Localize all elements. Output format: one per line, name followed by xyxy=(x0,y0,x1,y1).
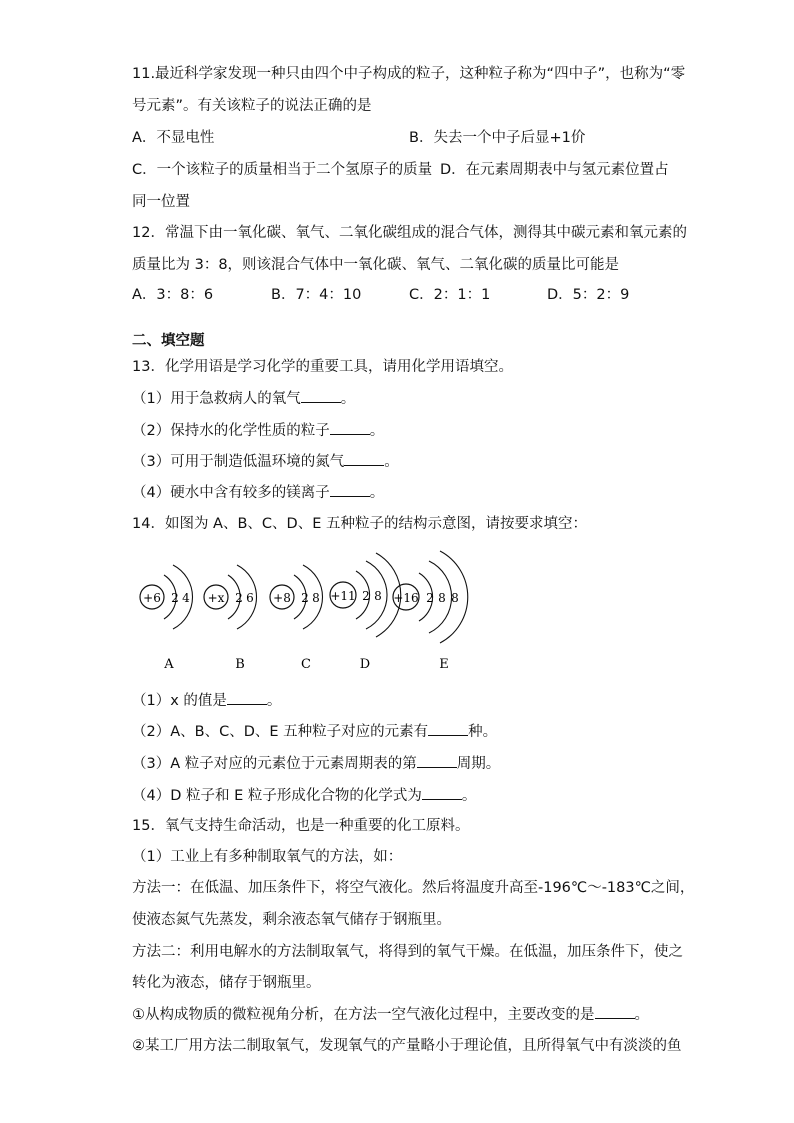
nucleus-charge: +8 xyxy=(273,591,291,605)
shell-electrons: 2 xyxy=(362,589,370,603)
answer-blank[interactable] xyxy=(595,1004,635,1019)
q15-method2-line2: 转化为液态，储存于钢瓶里。 xyxy=(132,975,321,991)
shell-electrons: 2 xyxy=(301,591,309,605)
q12-option-d: D．5：2：9 xyxy=(547,287,630,303)
atom-label-c: C xyxy=(301,657,311,672)
q15-method2-line1: 方法二：利用电解水的方法制取氧气，将得到的氧气干燥。在低温，加压条件下，使之 xyxy=(132,944,683,960)
q11-option-d-cont: 同一位置 xyxy=(132,194,190,210)
q14-part2-end: 种。 xyxy=(468,724,498,740)
atom-structure-diagrams xyxy=(132,545,492,680)
q15-stem: 15．氧气支持生命活动，也是一种重要的化工原料。 xyxy=(132,818,470,834)
q14-part1-text: （1）x 的值是 xyxy=(132,693,227,709)
section-heading: 二、填空题 xyxy=(132,333,205,349)
q11-stem-line1: 11.最近科学家发现一种只由四个中子构成的粒子，这种粒子称为“四中子”，也称为“零 xyxy=(132,66,686,82)
nucleus-charge: +6 xyxy=(143,591,161,605)
nucleus-charge: +11 xyxy=(330,589,356,603)
q14-stem: 14．如图为 A、B、C、D、E 五种粒子的结构示意图，请按要求填空： xyxy=(132,516,587,532)
q12-option-b: B．7：4：10 xyxy=(271,287,362,303)
atom-diagram-b xyxy=(204,565,257,629)
q12-option-c: C．2：1：1 xyxy=(409,287,491,303)
shell-electrons: 2 xyxy=(426,591,434,605)
q14-part4-end: 。 xyxy=(461,788,477,804)
shell-electrons: 2 xyxy=(235,591,243,605)
shell-electrons: 6 xyxy=(246,591,254,605)
q14-part3-end: 周期。 xyxy=(456,756,501,772)
q13-part3-end: 。 xyxy=(384,454,399,470)
q15-sub2: ②某工厂用方法二制取氧气，发现氧气的产量略小于理论值，且所得氧气中有淡淡的鱼 xyxy=(132,1038,682,1054)
q13-part2-end: 。 xyxy=(369,423,385,439)
q15-method1-line1: 方法一：在低温、加压条件下，将空气液化。然后将温度升高至-196℃～-183℃之间， xyxy=(132,880,695,896)
q13-part3 xyxy=(132,451,399,472)
nucleus-charge: +x xyxy=(207,591,225,605)
answer-blank[interactable] xyxy=(330,420,370,435)
answer-blank[interactable] xyxy=(428,721,468,736)
q13-stem: 13．化学用语是学习化学的重要工具，请用化学用语填空。 xyxy=(132,359,513,375)
q14-part3 xyxy=(132,753,500,774)
q13-part4 xyxy=(132,482,384,503)
atom-diagram-c xyxy=(270,565,323,629)
answer-blank[interactable] xyxy=(344,451,384,466)
nucleus-charge: +16 xyxy=(393,591,419,605)
atom-label-b: B xyxy=(235,657,245,672)
q15-part1: （1）工业上有多种制取氧气的方法，如： xyxy=(132,849,403,865)
q13-part1 xyxy=(132,388,355,409)
q13-part4-text: （4）硬水中含有较多的镁离子 xyxy=(132,485,330,501)
q13-part1-text: （1）用于急救病人的氧气 xyxy=(132,391,301,407)
answer-blank[interactable] xyxy=(422,785,462,800)
q14-part4-text: （4）D 粒子和 E 粒子形成化合物的化学式为 xyxy=(132,788,422,804)
q11-stem-line2: 号元素”。有关该粒子的说法正确的是 xyxy=(132,98,372,114)
q11-option-b: B．失去一个中子后显+1价 xyxy=(409,130,586,146)
q12-stem-line1: 12．常温下由一氧化碳、氧气、二氧化碳组成的混合气体，测得其中碳元素和氧元素的 xyxy=(132,225,687,241)
q15-sub1 xyxy=(132,1004,649,1025)
q13-part3-text: （3）可用于制造低温环境的氮气 xyxy=(132,454,345,470)
q13-part2 xyxy=(132,420,384,441)
q14-part1 xyxy=(132,690,281,711)
answer-blank[interactable] xyxy=(227,690,267,705)
shell-electrons: 8 xyxy=(451,591,459,605)
q14-part1-end: 。 xyxy=(266,693,282,709)
shell-electrons: 8 xyxy=(438,591,446,605)
atom-diagram-d xyxy=(330,553,401,637)
answer-blank[interactable] xyxy=(301,388,341,403)
q11-option-c: C．一个该粒子的质量相当于二个氢原子的质量 xyxy=(132,162,433,178)
q12-stem-line2: 质量比为 3：8，则该混合气体中一氧化碳、氧气、二氧化碳的质量比可能是 xyxy=(132,257,620,273)
shell-electrons: 8 xyxy=(374,589,382,603)
q14-part3-text: （3）A 粒子对应的元素位于元素周期表的第 xyxy=(132,756,417,772)
q15-sub1-text: ①从构成物质的微粒视角分析，在方法一空气液化过程中，主要改变的是 xyxy=(132,1007,595,1023)
answer-blank[interactable] xyxy=(330,482,370,497)
atom-diagram-e xyxy=(393,551,468,643)
answer-blank[interactable] xyxy=(417,753,457,768)
q15-method1-line2: 使液态氮气先蒸发，剩余液态氧气储存于钢瓶里。 xyxy=(132,912,451,928)
q14-part2 xyxy=(132,721,497,742)
atom-label-d: D xyxy=(359,657,371,672)
q11-option-a: A．不显电性 xyxy=(132,130,215,146)
q13-part1-end: 。 xyxy=(340,391,356,407)
q11-option-d: D．在元素周期表中与氢元素位置占 xyxy=(440,162,669,178)
shell-electrons: 4 xyxy=(182,591,190,605)
q14-part4 xyxy=(132,785,476,806)
q13-part2-text: （2）保持水的化学性质的粒子 xyxy=(132,423,330,439)
q12-option-a: A．3：8：6 xyxy=(132,287,214,303)
q15-sub1-end: 。 xyxy=(634,1007,649,1023)
shell-electrons: 8 xyxy=(312,591,320,605)
atom-label-a: A xyxy=(164,657,174,672)
shell-electrons: 2 xyxy=(171,591,179,605)
atom-label-e: E xyxy=(439,657,449,672)
q14-part2-text: （2）A、B、C、D、E 五种粒子对应的元素有 xyxy=(132,724,429,740)
atom-diagram-a xyxy=(140,565,193,629)
q13-part4-end: 。 xyxy=(369,485,385,501)
